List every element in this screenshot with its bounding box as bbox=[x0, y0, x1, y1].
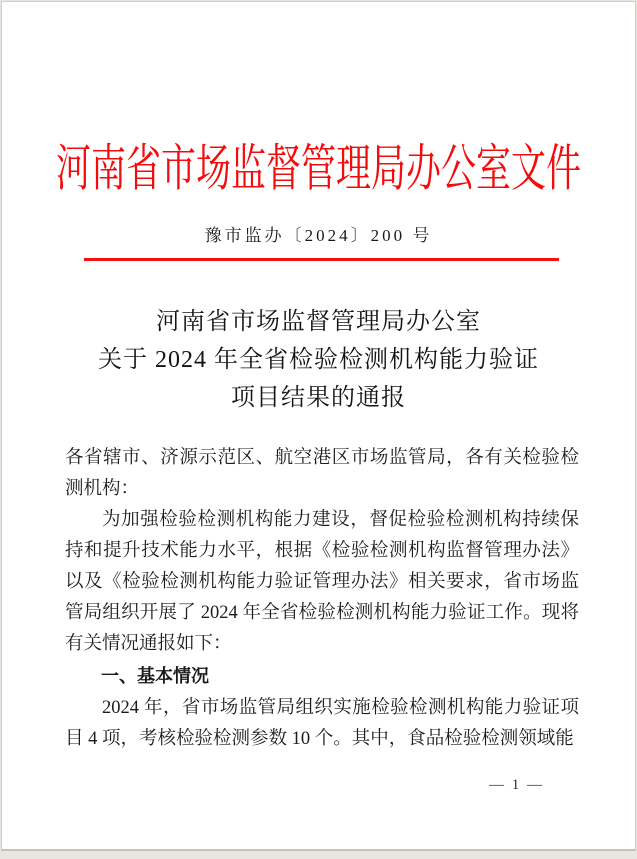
salutation-line: 各省辖市、济源示范区、航空港区市场监管局，各有关检验检测机构： bbox=[65, 448, 579, 499]
document-title-line2: 关于 2024 年全省检验检测机构能力验证 bbox=[98, 347, 539, 373]
page-number: — 1 — bbox=[489, 777, 544, 793]
letterhead-title-text: 河南省市场监督管理局办公室文件 bbox=[55, 140, 581, 198]
document-title-line3: 项目结果的通报 bbox=[231, 385, 406, 411]
document-title bbox=[2, 303, 635, 417]
document-title-line1: 河南省市场监督管理局办公室 bbox=[156, 309, 481, 335]
letterhead-title bbox=[2, 132, 635, 198]
intro-paragraph: 为加强检验检测机构能力建设，督促检验检测机构持续保持和提升技术能力水平，根据《检验检测机构监督管理办法》以及《检验检测机构能力验证管理办法》相关要求，省市场监管局组织开展了 2024 年全省检验检测机构能力验证工作。现将有关情况通报如下： bbox=[65, 510, 579, 654]
document-number: 豫市监办〔2024〕200 号 bbox=[204, 226, 433, 245]
red-divider-rule bbox=[84, 258, 559, 261]
section1-heading: 一、基本情况 bbox=[101, 666, 209, 686]
document-body bbox=[65, 443, 579, 755]
document-page bbox=[1, 1, 636, 851]
section1-paragraph: 2024 年，省市场监管局组织实施检验检测机构能力验证项目 4 项，考核检验检测参数 10 个。其中，食品检验检测领域能 bbox=[65, 698, 579, 749]
